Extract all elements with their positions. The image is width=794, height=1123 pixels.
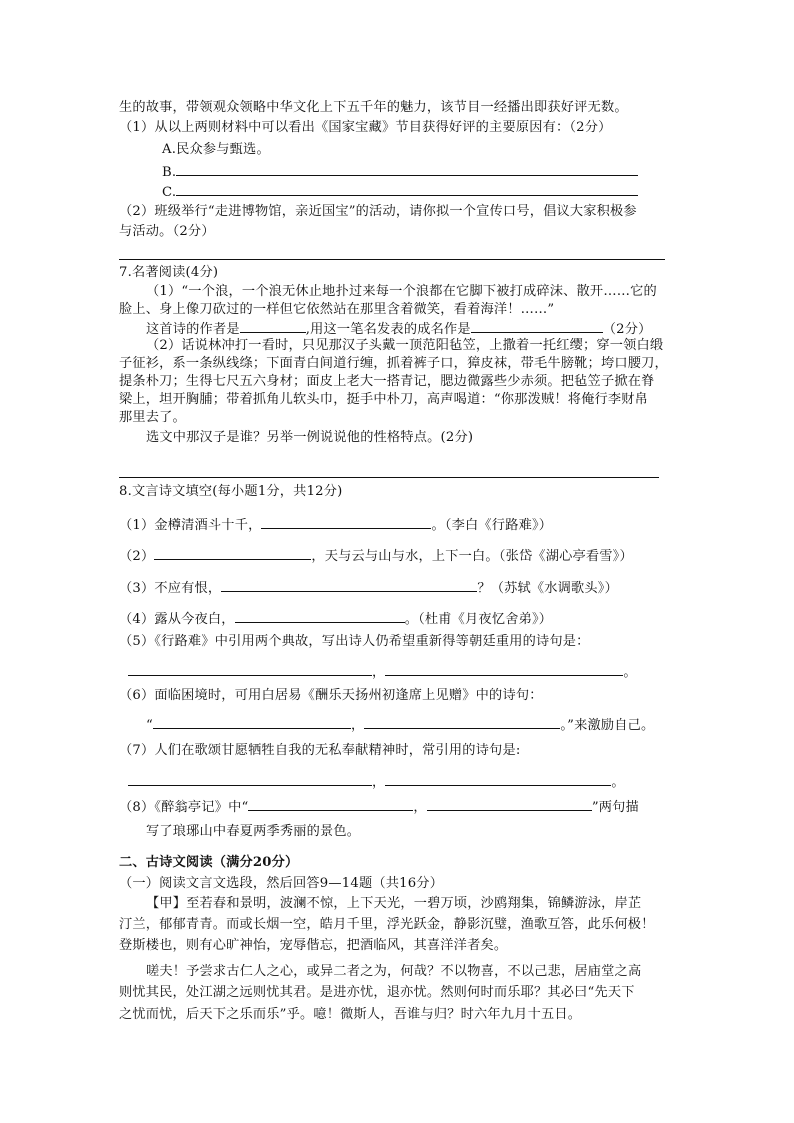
q8-item-5: （5）《行路难》中引用两个典故，写出诗人仍希望重新得等朝廷重用的诗句是： — [119, 634, 590, 649]
q8-item-6: （6）面临困境时，可用白居易《酬乐天扬州初逢席上见赠》中的诗句： — [119, 688, 543, 703]
intro-line: 生的故事，带领观众领略中华文化上下五千年的魅力，该节目一经播出即获好评无数。 — [119, 100, 628, 115]
q8-item-2 — [119, 545, 633, 567]
passage-jia-line4: 嗟夫！予尝求古仁人之心，或异二者之为，何哉？不以物喜，不以己悲，居庙堂之高 — [146, 964, 642, 979]
q7-p1-q-score: （2分） — [602, 322, 652, 337]
q7-p1-q-work: ,用这一笔名发表的成名作是 — [305, 322, 471, 337]
q8-item-6-comma: ， — [350, 718, 365, 733]
q8-item-8-line2: 写了琅琊山中春夏两季秀丽的景色。 — [146, 824, 361, 839]
q6-option-b-blank[interactable] — [176, 161, 638, 176]
passage-jia-line1: 【甲】至若春和景明，波澜不惊，上下天光，一碧万顷，沙鸥翔集，锦鳞游泳，岸芷 — [146, 896, 642, 911]
q8-item-5-comma: ， — [372, 665, 386, 680]
q8-item-6-blank-1[interactable] — [153, 714, 351, 729]
passage-jia-line6: 之忧而忧，后天下之乐而乐”乎。噫！微斯人，吾谁与归？时六年九月十五日。 — [119, 1007, 582, 1022]
q7-p1-line1: （1）“一个浪，一个浪无休止地扑过来每一个浪都在它脚下被打成碎沫、散开……它的 — [146, 284, 657, 299]
q8-title: 8.文言诗文填空(每小题1分，共12分) — [119, 484, 343, 499]
q8-item-3-blank[interactable] — [221, 577, 477, 592]
q8-item-6-close: 。”来激励自己。 — [560, 718, 655, 733]
q6-answer-line[interactable] — [119, 259, 665, 260]
q8-item-8-text: （8）《醉翁亭记》中“ — [119, 800, 249, 815]
q7-answer-line[interactable] — [119, 477, 659, 478]
q8-item-1-text: （1）金樽清酒斗十千， — [119, 518, 262, 533]
q8-item-2-num: （2） — [119, 549, 155, 564]
q8-item-1-blank[interactable] — [261, 514, 431, 529]
q8-item-2-blank[interactable] — [154, 545, 311, 560]
q6-option-c-label: C. — [162, 185, 177, 200]
q8-item-7-blank-1[interactable] — [128, 771, 372, 786]
q8-item-7: （7）人们在歌颂甘愿牺牲自我的无私奉献精神时，常引用的诗句是: — [119, 743, 521, 758]
q8-item-7-comma: ， — [372, 775, 386, 790]
q7-p2-line3: 提条朴刀；生得七尺五六身材；面皮上老大一搭青记，腮边微露些少赤须。把毡笠子掀在脊 — [119, 374, 655, 389]
section2-title: 二、古诗文阅读（满分20分） — [119, 855, 299, 870]
q7-p2-line4: 梁上，坦开胸脯；带着抓角儿软头巾，挺手中朴刀，高声喝道：“你那泼贼！将俺行李财帛 — [119, 392, 649, 407]
q7-title: 7.名著阅读(4分) — [119, 265, 219, 280]
q8-item-4-blank[interactable] — [235, 608, 405, 623]
q6-option-b-label: B. — [162, 165, 177, 180]
passage-jia-line3: 登斯楼也，则有心旷神怡，宠辱偕忘，把酒临风，其喜洋洋者矣。 — [119, 938, 508, 953]
q8-item-2-text: ，天与云与山与水，上下一白。（张岱《湖心亭看雪》） — [311, 549, 633, 564]
q8-item-3-source: ？（苏轼《水调歌头》） — [477, 581, 618, 596]
q6-option-c — [162, 181, 638, 203]
passage-jia-line2: 汀兰，郁郁青青。而或长烟一空，皓月千里，浮光跃金，静影沉璧，渔歌互答，此乐何极！ — [119, 917, 655, 932]
q8-item-6-answer — [146, 714, 654, 736]
q6-sub2-line1: （2）班级举行“走进博物馆，亲近国宝”的活动，请你拟一个宣传口号，倡议大家积极参 — [119, 204, 637, 219]
q8-item-5-blank-2[interactable] — [385, 661, 623, 676]
q8-item-4-source: 。（杜甫《月夜忆舍弟》） — [404, 612, 553, 627]
q8-item-4-text: （4）露从今夜白， — [119, 612, 235, 627]
q8-item-3 — [119, 577, 618, 599]
q8-item-8-comma: ， — [413, 800, 427, 815]
q6-option-c-blank[interactable] — [176, 181, 638, 196]
q7-p2-line2: 子征衫，系一条纵线绦；下面青白间道行缠，抓着裤子口，獐皮袜，带毛牛膀靴；垮口腰刀， — [119, 356, 668, 371]
q7-p1-q-author: 这首诗的作者是 — [146, 322, 240, 337]
q7-work-blank[interactable] — [471, 318, 603, 333]
q8-item-8 — [119, 796, 639, 818]
q8-item-8-tail: ”两句描 — [591, 800, 639, 815]
q7-p2-line1: （2）话说林冲打一看时，只见那汉子头戴一顶范阳毡笠，上撒着一托红缨；穿一领白缎 — [146, 338, 664, 353]
q8-item-3-text: （3）不应有恨， — [119, 581, 222, 596]
q8-item-7-period: 。 — [611, 775, 625, 790]
q8-item-7-blank-2[interactable] — [385, 771, 611, 786]
q6-sub2-line2: 与活动。（2分） — [119, 224, 215, 239]
q8-item-1-source: 。（李白《行路难》） — [431, 518, 553, 533]
q8-item-1 — [119, 514, 552, 536]
q7-p1-line2: 脸上、身上像刀砍过的一样但它依然站在那里含着微笑，看着海洋！……” — [119, 302, 555, 317]
q8-item-8-blank-1[interactable] — [248, 796, 413, 811]
passage-jia-line5: 则忧其民，处江湖之远则忧其君。是进亦忧，退亦忧。然则何时而乐耶？其必曰“先天下 — [119, 985, 635, 1000]
section2-subtitle: （一）阅读文言文选段，然后回答9—14题（共16分） — [119, 876, 444, 891]
q8-item-8-blank-2[interactable] — [427, 796, 592, 811]
q8-item-5-blank-1[interactable] — [128, 661, 372, 676]
q6-option-a: A.民众参与甄选。 — [162, 142, 270, 157]
q7-p2-line5: 那里去了。 — [119, 410, 186, 425]
q8-item-6-blank-2[interactable] — [364, 714, 560, 729]
q6-sub1: （1）从以上两则材料中可以看出《国家宝藏》节目获得好评的主要原因有：（2分） — [119, 120, 612, 135]
q8-item-5-period: 。 — [623, 665, 637, 680]
q7-author-blank[interactable] — [240, 318, 306, 333]
q8-item-7-answer — [128, 771, 625, 793]
q6-option-b — [162, 161, 638, 183]
q7-p2-question: 选文中那汉子是谁？另举一例说说他的性格特点。(2分) — [146, 430, 474, 445]
q8-item-4 — [119, 608, 552, 630]
q8-item-6-open-quote: “ — [146, 718, 153, 733]
q8-item-5-answer — [128, 661, 637, 683]
